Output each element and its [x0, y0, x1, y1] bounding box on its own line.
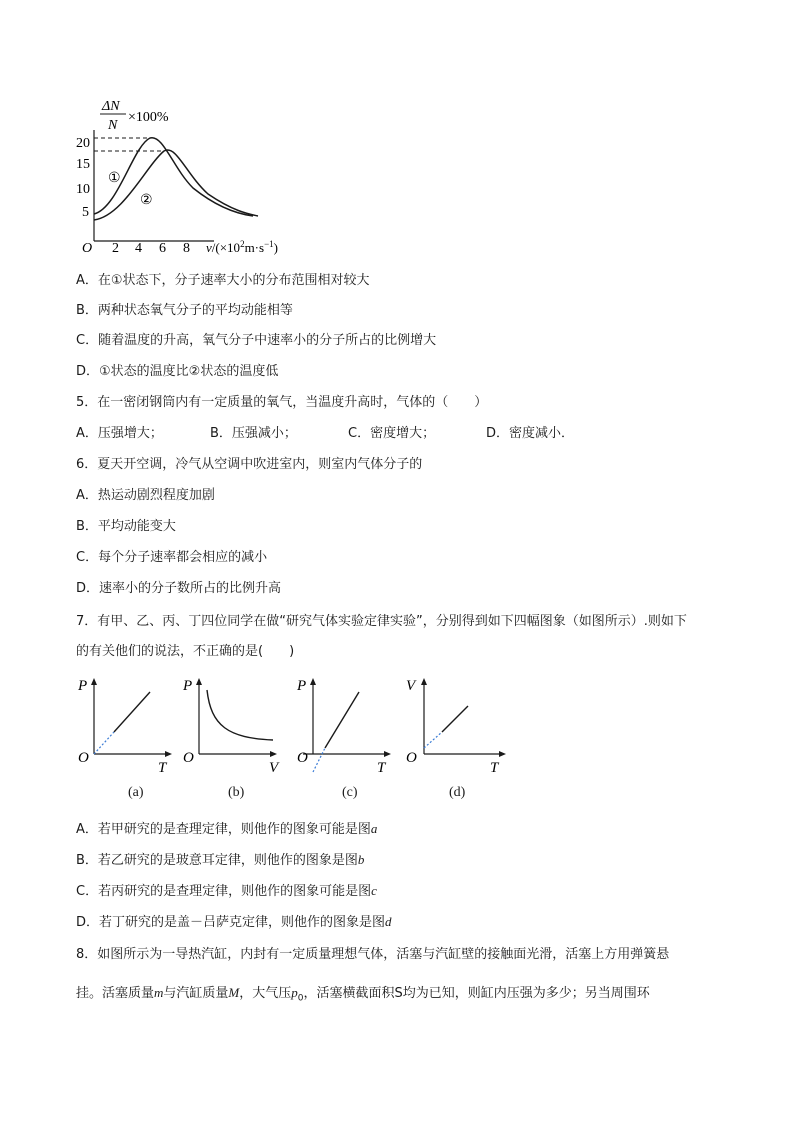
q5-option-d: D．密度减小．: [486, 426, 575, 441]
q6-option-b: B．平均动能变大: [76, 519, 176, 534]
graph-a: [78, 676, 178, 776]
graph-d-x-label: T: [490, 760, 499, 776]
graph-b-caption: (b): [228, 785, 245, 800]
q6-option-c: C．每个分子速率都会相应的减小: [76, 550, 268, 565]
q8-line2: 挂。活塞质量m与汽缸质量M，大气压$p_0$，活塞横截面积S均为已知，则缸内压强为多少；另当周围环: [76, 985, 650, 1004]
y-tick-5: 5: [82, 205, 89, 220]
q5-option-b: B．压强减小；: [210, 426, 297, 441]
graph-b-x-label: V: [269, 760, 279, 776]
q6-option-a: A．热运动剧烈程度加剧: [76, 488, 215, 503]
x-tick-2: 2: [112, 241, 119, 256]
q7-option-c: C．若丙研究的是查理定律，则他作的图象可能是图c: [76, 883, 377, 899]
x-axis-label: $v/(\times 10^2m\cdot s^{-1})$: [206, 239, 278, 255]
q5-option-a: A．压强增大；: [76, 426, 163, 441]
graph-c-x-label: T: [377, 760, 386, 776]
q8-line1: 8．如图所示为一导热汽缸，内封有一定质量理想气体，活塞与汽缸壁的接触面光滑，活塞上方用弹簧悬: [76, 947, 670, 962]
graph-c-origin: O: [297, 750, 308, 766]
graph-d: [404, 676, 514, 776]
q6-stem: 6．夏天开空调，冷气从空调中吹进室内，则室内气体分子的: [76, 457, 423, 472]
graph-d-origin: O: [406, 750, 417, 766]
speed-distribution-svg: [78, 96, 308, 264]
x-tick-4: 4: [135, 241, 142, 256]
x-tick-6: 6: [159, 241, 166, 256]
x-tick-8: 8: [183, 241, 190, 256]
graph-a-origin: O: [78, 750, 89, 766]
graph-a-y-label: P: [78, 678, 88, 694]
q7-option-b: B．若乙研究的是玻意耳定律，则他作的图象是图b: [76, 852, 365, 868]
q5-option-c: C．密度增大；: [348, 426, 436, 441]
graph-d-caption: (d): [449, 785, 466, 800]
q4-option-c: C．随着温度的升高，氧气分子中速率小的分子所占的比例增大: [76, 333, 437, 348]
graph-a-caption: (a): [128, 785, 144, 800]
q4-option-b: B．两种状态氧气分子的平均动能相等: [76, 303, 293, 318]
y-tick-20: 20: [76, 136, 90, 151]
q7-option-d: D．若丁研究的是盖－吕萨克定律，则他作的图象是图d: [76, 914, 392, 930]
graph-c-y-label: P: [297, 678, 307, 694]
graph-a-x-label: T: [158, 760, 167, 776]
graph-d-y-label: V: [406, 678, 416, 694]
q6-option-d: D．速率小的分子数所占的比例升高: [76, 581, 282, 596]
graph-b: [183, 676, 283, 776]
origin-label: O: [82, 241, 93, 256]
curve-1-label: ①: [108, 171, 121, 186]
y-label-denominator: N: [108, 118, 118, 133]
graph-c-caption: (c): [342, 785, 358, 800]
q7-stem-line2: 的有关他们的说法，不正确的是( ): [76, 644, 295, 659]
speed-distribution-chart: [78, 96, 308, 264]
curve-2-label: ②: [140, 193, 153, 208]
q4-option-a: A．在①状态下，分子速率大小的分布范围相对较大: [76, 273, 370, 288]
graph-b-origin: O: [183, 750, 194, 766]
q7-stem-line1: 7．有甲、乙、丙、丁四位同学在做“研究气体实验定律实验”，分别得到如下四幅图象（如图所示）.则如下: [76, 614, 687, 629]
y-tick-10: 10: [76, 182, 90, 197]
graph-b-y-label: P: [183, 678, 193, 694]
y-label-suffix: ×100%: [128, 110, 169, 125]
graph-c: [297, 676, 397, 776]
q7-option-a: A．若甲研究的是查理定律，则他作的图象可能是图a: [76, 821, 378, 837]
y-label-numerator: ΔN: [102, 99, 120, 114]
y-tick-15: 15: [76, 157, 90, 172]
q4-option-d: D．①状态的温度比②状态的温度低: [76, 364, 279, 379]
q5-stem: 5．在一密闭钢筒内有一定质量的氧气，当温度升高时，气体的（ ）: [76, 395, 488, 410]
